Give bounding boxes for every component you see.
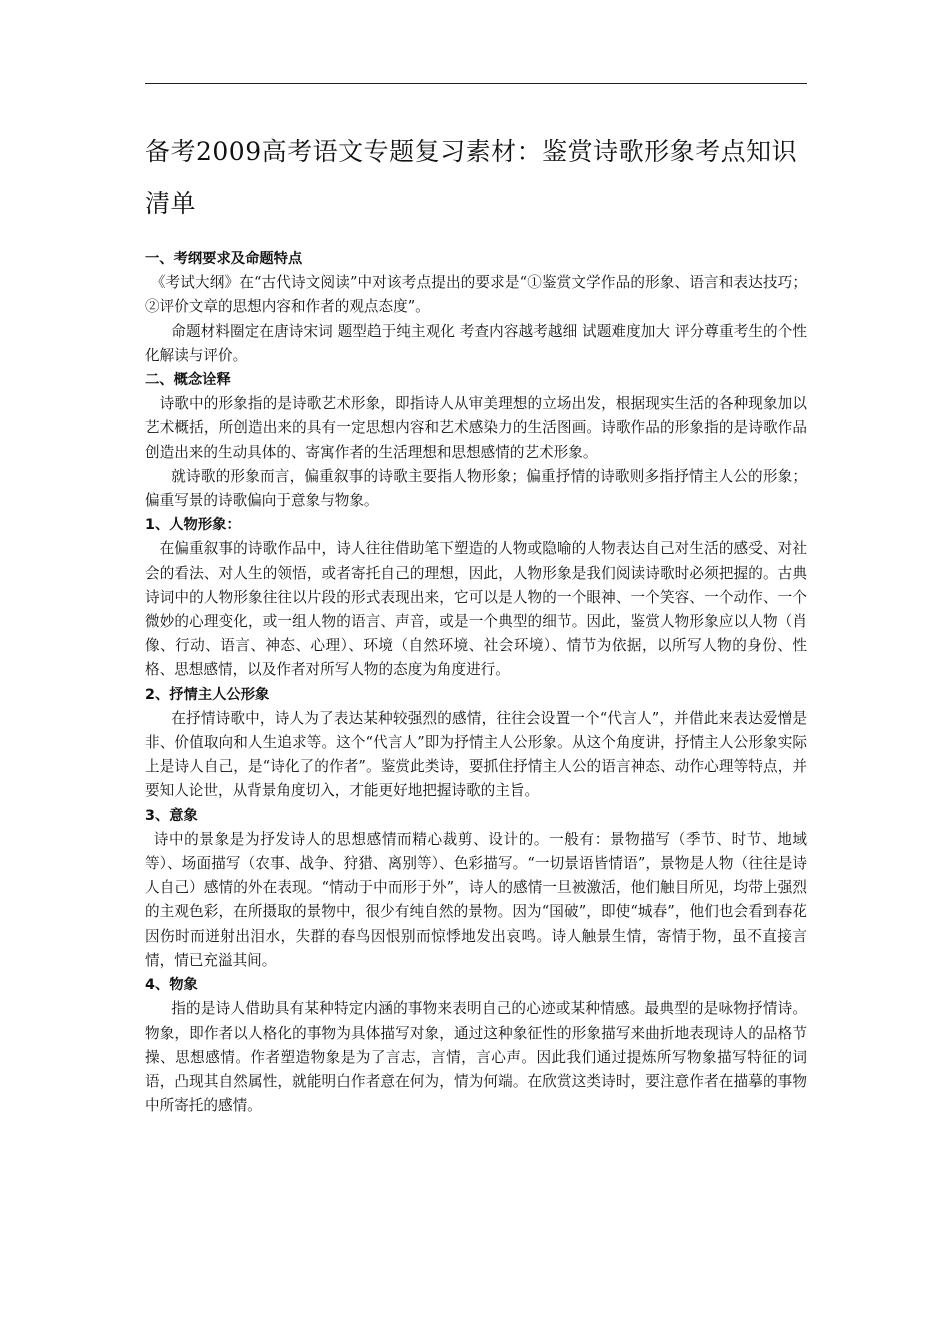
paragraph: 在偏重叙事的诗歌作品中，诗人往往借助笔下塑造的人物或隐喻的人物表达自己对生活的感受、对社会的看法、对人生的领悟，或者寄托自己的理想，因此，人物形象是我们阅读诗歌时必须把握的。古典诗词中的人物形象往往以片段的形式表现出来，它可以是人物的一个眼神、一个笑容、一个动作、一个微妙的心理变化，或一组人物的语言、声音，或是一个典型的细节。因此，鉴赏人物形象应以人物（肖像、行动、语言、神态、心理）、环境（自然环境、社会环境）、情节为依据，以所写人物的身份、性格、思想感情，以及作者对所写人物的态度为角度进行。 [145, 540, 807, 679]
document-title: 备考2009高考语文专题复习素材：鉴赏诗歌形象考点知识清单 [145, 137, 798, 218]
paragraph: 《考试大纲》在“古代诗文阅读”中对该考点提出的要求是“①鉴赏文学作品的形象、语言和表达技巧；②评价文章的思想内容和作者的观点态度”。 [145, 274, 807, 316]
paragraph: 就诗歌的形象而言，偏重叙事的诗歌主要指人物形象；偏重抒情的诗歌则多指抒情主人公的形象；偏重写景的诗歌偏向于意象与物象。 [145, 467, 807, 510]
paragraph: 诗中的景象是为抒发诗人的思想感情而精心裁剪、设计的。一般有：景物描写（季节、时节、地域等）、场面描写（农事、战争、狩猎、离别等）、色彩描写。“一切景语皆情语”，景物是人物（往往是诗人自己）感情的外在表现。“情动于中而形于外”，诗人的感情一旦被激活，他们触目所见，均带上强烈的主观色彩，在所摄取的景物中，很少有纯自然的景物。因为“国破”，即使“城春”，他们也会看到春花因伤时而迸射出泪水，失群的春鸟因恨别而惊悸地发出哀鸣。诗人触景生情，寄情于物，虽不直接言情，情已充溢其间。 [145, 830, 807, 969]
paragraph: 诗歌中的形象指的是诗歌艺术形象，即指诗人从审美理想的立场出发，根据现实生活的各种现象加以艺术概括，所创造出来的具有一定思想内容和艺术感染力的生活图画。诗歌作品的形象指的是诗歌作品创造出来的生动具体的、寄寓作者的生活理想和思想感情的艺术形象。 [145, 395, 807, 461]
paragraph: 命题材料圈定在唐诗宋词 题型趋于纯主观化 考查内容越考越细 试题难度加大 评分尊重考生的个性化解读与评价。 [145, 322, 807, 364]
section-heading: 二、概念诠释 [145, 372, 231, 389]
section-heading: 3、意象 [145, 807, 198, 824]
header-rule [145, 83, 807, 84]
paragraph: 在抒情诗歌中，诗人为了表达某种较强烈的感情，往往会设置一个“代言人”，并借此来表达爱憎是非、价值取向和人生追求等。这个“代言人”即为抒情主人公形象。从这个角度讲，抒情主人公形象实际上是诗人自己，是“诗化了的作者”。鉴赏此类诗，要抓住抒情主人公的语言神态、动作心理等特点，并要知人论世，从背景角度切入，才能更好地把握诗歌的主旨。 [145, 709, 807, 800]
section-heading: 2、抒情主人公形象 [145, 686, 270, 703]
section-heading: 一、考纲要求及命题特点 [145, 251, 303, 267]
section-heading: 1、人物形象： [145, 517, 241, 534]
paragraph: 指的是诗人借助具有某种特定内涵的事物来表明自己的心迹或某种情感。最典型的是咏物抒情诗。物象，即作者以人格化的事物为具体描写对象，通过这种象征性的形象描写来曲折地表现诗人的品格节操、思想感情。作者塑造物象是为了言志，言情，言心声。因此我们通过提炼所写物象描写特征的词语，凸现其自然属性，就能明白作者意在何为，情为何端。在欣赏这类诗时，要注意作者在描摹的事物中所寄托的感情。 [145, 1000, 807, 1115]
section-heading: 4、物象 [145, 977, 198, 994]
document-body [145, 247, 807, 1118]
